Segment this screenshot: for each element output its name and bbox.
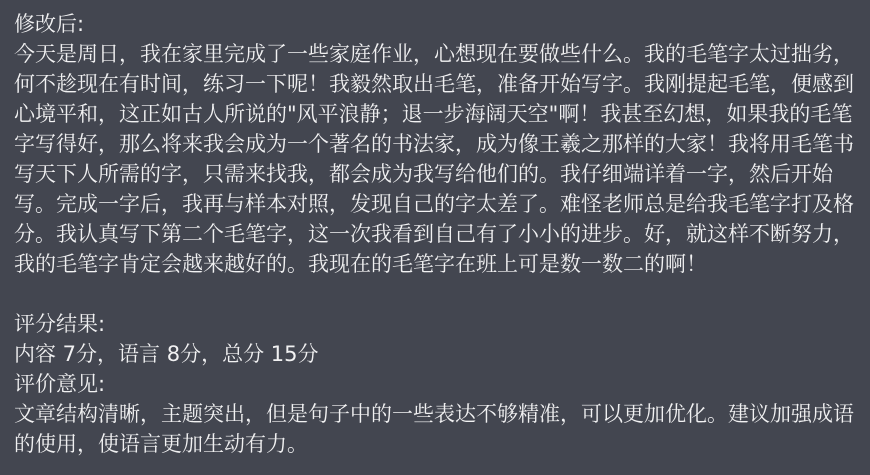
revised-essay-line: 分。我认真写下第二个毛笔字，这一次我看到自己有了小小的进步。好，就这样不断努力， (14, 222, 854, 246)
blank-line (14, 279, 856, 309)
revised-essay-heading: 修改后: (14, 12, 85, 36)
feedback-line: 文章结构清晰，主题突出，但是句子中的一些表达不够精准，可以更加优化。建议加强成语 (14, 402, 854, 426)
score-result-heading: 评分结果: (14, 312, 106, 336)
revised-essay-line: 心境平和，这正如古人所说的"风平浪静；退一步海阔天空"啊！我甚至幻想，如果我的毛笔 (14, 102, 853, 126)
revised-essay-line: 字写得好，那么将来我会成为一个著名的书法家，成为像王羲之那样的大家！我将用毛笔书 (14, 132, 854, 156)
revised-essay-line: 写。完成一字后，我再与样本对照，发现自己的字太差了。难怪老师总是给我毛笔字打及格 (14, 192, 854, 216)
revised-essay-line: 今天是周日，我在家里完成了一些家庭作业，心想现在要做些什么。我的毛笔字太过拙劣， (14, 42, 854, 66)
revised-essay-line: 何不趁现在有时间，练习一下呢！我毅然取出毛笔，准备开始写字。我刚提起毛笔，便感到 (14, 72, 854, 96)
revised-essay-line: 写天下人所需的字，只需来找我，都会成为我写给他们的。我仔细端详着一字，然后开始 (14, 162, 833, 186)
score-result-values: 内容 7分，语言 8分，总分 15分 (14, 342, 319, 366)
feedback-line: 的使用，使语言更加生动有力。 (14, 432, 308, 456)
feedback-heading: 评价意见: (14, 372, 106, 396)
revised-essay-line: 我的毛笔字肯定会越来越好的。我现在的毛笔字在班上可是数一数二的啊！ (14, 252, 707, 276)
